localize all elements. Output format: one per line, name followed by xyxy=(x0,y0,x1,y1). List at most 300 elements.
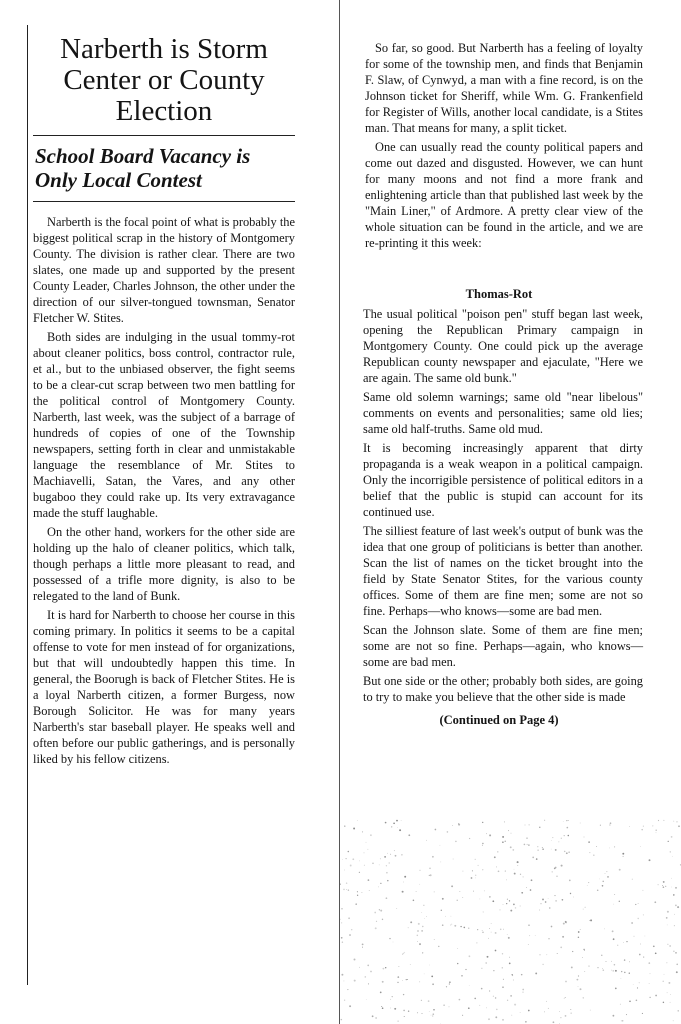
speckle-dot xyxy=(675,887,677,889)
speckle-dot xyxy=(580,823,581,824)
speckle-dot xyxy=(378,887,379,888)
speckle-dot xyxy=(354,980,356,982)
speckle-dot xyxy=(514,869,515,870)
speckle-dot xyxy=(565,921,567,923)
speckle-dot xyxy=(528,944,529,945)
speckle-dot xyxy=(462,897,463,898)
speckle-dot xyxy=(346,882,347,883)
speckle-dot xyxy=(393,822,395,824)
speckle-dot xyxy=(634,936,635,937)
speckle-dot xyxy=(468,1007,470,1009)
speckle-dot xyxy=(488,1018,490,1020)
headline-line-1: Narberth is Storm xyxy=(60,33,268,65)
speckle-dot xyxy=(495,932,497,934)
speckle-dot xyxy=(351,929,352,930)
speckle-dot xyxy=(614,846,615,847)
speckle-dot xyxy=(404,1016,405,1017)
speckle-dot xyxy=(408,834,410,836)
speckle-dot xyxy=(489,990,490,991)
speckle-dot xyxy=(390,854,391,855)
speckle-dot xyxy=(342,859,343,860)
speckle-dot xyxy=(677,821,678,822)
left-column-rule xyxy=(27,25,28,985)
speckle-dot xyxy=(375,927,377,929)
speckle-dot xyxy=(537,850,538,851)
speckle-dot xyxy=(649,859,651,861)
speckle-dot xyxy=(609,824,610,825)
speckle-dot xyxy=(674,925,675,926)
speckle-dot xyxy=(447,831,449,833)
speckle-dot xyxy=(584,971,585,972)
speckle-dot xyxy=(537,846,538,847)
speckle-dot xyxy=(508,830,509,831)
speckle-dot xyxy=(457,948,458,949)
speckle-dot xyxy=(557,953,558,954)
speckle-dot xyxy=(620,1004,621,1005)
speckle-dot xyxy=(546,954,547,955)
speckle-dot xyxy=(613,904,614,905)
speckle-dot xyxy=(521,974,523,976)
speckle-dot xyxy=(636,1000,638,1002)
speckle-dot xyxy=(424,918,425,919)
speckle-dot xyxy=(375,1017,377,1019)
speckle-dot xyxy=(483,911,484,912)
speckle-dot xyxy=(511,833,512,834)
speckle-dot xyxy=(621,978,622,979)
speckle-dot xyxy=(674,914,675,915)
speckle-dot xyxy=(390,1008,391,1009)
speckle-dot xyxy=(649,983,650,984)
speckle-dot xyxy=(566,852,568,854)
speckle-dot xyxy=(554,868,556,870)
article-body-right xyxy=(355,40,643,251)
speckle-dot xyxy=(382,1007,384,1009)
speckle-dot xyxy=(559,1011,560,1012)
speckle-dot xyxy=(640,944,641,945)
speckle-dot xyxy=(542,898,544,900)
speckle-dot xyxy=(666,962,667,963)
speckle-dot xyxy=(422,1013,423,1014)
speckle-dot xyxy=(559,842,560,843)
speckle-dot xyxy=(424,974,425,975)
speckle-dot xyxy=(449,983,450,984)
speckle-dot xyxy=(369,890,370,891)
speckle-dot xyxy=(431,1015,432,1016)
speckle-dot xyxy=(571,966,573,968)
speckle-dot xyxy=(590,919,592,921)
speckle-dot xyxy=(458,824,460,826)
speckle-dot xyxy=(381,1006,382,1007)
speckle-dot xyxy=(429,875,430,876)
subhead-line-1: School Board Vacancy is xyxy=(35,144,251,168)
continued-notice: (Continued on Page 4) xyxy=(439,713,559,727)
speckle-dot xyxy=(619,869,621,871)
speckle-dot xyxy=(494,856,496,858)
speckle-dot xyxy=(500,929,502,931)
speckle-dot xyxy=(517,861,519,863)
speckle-dot xyxy=(629,961,630,962)
speckle-dot xyxy=(502,1019,504,1021)
speckle-dot xyxy=(462,1015,463,1016)
speckle-dot xyxy=(507,899,508,900)
speckle-dot xyxy=(648,962,650,964)
speckle-dot xyxy=(510,995,512,997)
headline xyxy=(33,34,295,127)
speckle-dot xyxy=(348,889,349,890)
speckle-dot xyxy=(495,1016,497,1018)
speckle-dot xyxy=(434,939,435,940)
speckle-dot xyxy=(612,930,614,932)
speckle-dot xyxy=(597,890,599,892)
speckle-dot xyxy=(637,987,638,988)
speckle-dot xyxy=(510,910,512,912)
speckle-dot xyxy=(621,1021,622,1022)
speckle-dot xyxy=(675,952,676,953)
speckle-dot xyxy=(364,853,365,854)
speckle-dot xyxy=(461,975,463,977)
speckle-dot xyxy=(380,883,381,884)
speckle-dot xyxy=(670,1002,671,1003)
speckle-dot xyxy=(396,820,398,822)
speckle-dot xyxy=(368,849,369,850)
speckle-dot xyxy=(457,900,458,901)
speckle-dot xyxy=(498,870,500,872)
speckle-dot xyxy=(488,938,489,939)
speckle-dot xyxy=(359,872,360,873)
speckle-dot xyxy=(607,871,608,872)
speckle-dot xyxy=(629,1000,631,1002)
speckle-dot xyxy=(528,844,529,845)
speckle-dot xyxy=(502,841,504,843)
speckle-dot xyxy=(392,996,393,997)
speckle-dot xyxy=(578,931,580,933)
speckle-dot xyxy=(529,824,530,825)
speckle-dot xyxy=(662,981,663,982)
speckle-dot xyxy=(386,897,388,899)
speckle-dot xyxy=(368,879,370,881)
speckle-dot xyxy=(542,847,543,848)
speckle-dot xyxy=(542,964,543,965)
speckle-dot xyxy=(676,964,678,966)
speckle-dot xyxy=(535,972,537,974)
speckle-dot xyxy=(481,968,482,969)
speckle-dot xyxy=(517,865,518,866)
speckle-dot xyxy=(431,976,433,978)
speckle-dot xyxy=(507,934,508,935)
speckle-dot xyxy=(391,826,392,827)
paragraph: It is becoming increasingly apparent that dirty propaganda is a weak weapon in a political campaign. Only the incorrigible persistence of political editors in a belief that the public is stupid can account for its continued use. xyxy=(363,441,643,519)
speckle-dot xyxy=(548,1008,549,1009)
speckle-dot xyxy=(465,969,466,970)
speckle-dot xyxy=(486,1007,487,1008)
speckle-dot xyxy=(380,992,382,994)
speckle-dot xyxy=(510,846,512,848)
speckle-dot xyxy=(667,992,668,993)
speckle-dot xyxy=(408,1010,409,1011)
speckle-dot xyxy=(535,935,536,936)
speckle-dot xyxy=(549,907,550,908)
speckle-dot xyxy=(507,1000,508,1001)
speckle-dot xyxy=(397,982,398,983)
speckle-dot xyxy=(399,829,401,831)
speckle-dot xyxy=(446,986,447,987)
speckle-dot xyxy=(367,965,369,967)
speckle-dot xyxy=(486,833,487,834)
speckle-dot xyxy=(379,909,380,910)
speckle-dot xyxy=(521,892,523,894)
speckle-dot xyxy=(668,841,669,842)
speckle-dot xyxy=(422,926,423,927)
speckle-dot xyxy=(512,849,514,851)
speckle-dot xyxy=(495,950,497,952)
speckle-dot xyxy=(672,856,673,857)
speckle-dot xyxy=(509,963,511,965)
speckle-dot xyxy=(590,852,591,853)
speckle-dot xyxy=(451,916,452,917)
speckle-dot xyxy=(397,827,398,828)
speckle-dot xyxy=(653,945,655,947)
speckle-dot xyxy=(565,997,566,998)
speckle-dot xyxy=(496,1009,498,1011)
headline-line-3: Election xyxy=(115,95,213,127)
speckle-dot xyxy=(643,914,644,915)
speckle-dot xyxy=(601,955,602,956)
speckle-dot xyxy=(675,905,677,907)
speckle-dot xyxy=(527,844,528,845)
speckle-dot xyxy=(434,891,435,892)
speckle-dot xyxy=(617,945,618,946)
speckle-dot xyxy=(402,954,403,955)
speckle-dot xyxy=(457,963,458,964)
speckle-dot xyxy=(410,921,412,923)
speckle-dot xyxy=(667,911,669,913)
speckle-dot xyxy=(469,985,470,986)
section-title: Thomas-Rot xyxy=(465,287,533,301)
speckle-dot xyxy=(482,869,483,870)
speckle-dot xyxy=(416,891,417,892)
speckle-dot xyxy=(417,930,418,931)
speckle-dot xyxy=(600,825,601,826)
speckle-dot xyxy=(368,983,369,984)
speckle-dot xyxy=(613,938,615,940)
speckle-dot xyxy=(382,981,384,983)
speckle-dot xyxy=(504,821,505,822)
speckle-dot xyxy=(386,872,388,874)
speckle-dot xyxy=(343,980,344,981)
speckle-dot xyxy=(638,903,639,904)
speckle-dot xyxy=(564,851,566,853)
speckle-dot xyxy=(667,925,668,926)
speckle-dot xyxy=(578,937,579,938)
speckle-dot xyxy=(529,935,530,936)
speckle-dot xyxy=(361,892,362,893)
speckle-dot xyxy=(546,1001,547,1002)
speckle-dot xyxy=(580,929,581,930)
speckle-dot xyxy=(548,938,549,939)
speckle-dot xyxy=(357,895,358,896)
speckle-dot xyxy=(455,841,457,843)
speckle-dot xyxy=(477,929,478,930)
speckle-dot xyxy=(671,836,673,838)
speckle-dot xyxy=(343,889,345,891)
speckle-dot xyxy=(666,917,668,919)
speckle-dot xyxy=(536,858,538,860)
speckle-dot xyxy=(502,967,503,968)
column-divider xyxy=(339,0,340,1024)
speckle-dot xyxy=(555,849,557,851)
speckle-dot xyxy=(402,891,404,893)
reprinted-article xyxy=(355,306,643,705)
speckle-dot xyxy=(551,840,552,841)
speckle-dot xyxy=(553,1021,555,1023)
speckle-dot xyxy=(496,866,497,867)
speckle-dot xyxy=(633,984,634,985)
speckle-dot xyxy=(432,1015,433,1016)
speckle-dot xyxy=(563,821,564,822)
speckle-dot xyxy=(578,986,579,987)
speckle-dot xyxy=(491,932,492,933)
speckle-dot xyxy=(561,865,563,867)
speckle-dot xyxy=(464,927,466,929)
speckle-dot xyxy=(622,1020,624,1022)
speckle-dot xyxy=(482,822,483,823)
speckle-dot xyxy=(520,874,521,875)
speckle-dot xyxy=(611,970,612,971)
speckle-dot xyxy=(385,967,386,968)
speckle-dot xyxy=(383,968,385,970)
speckle-dot xyxy=(475,859,476,860)
speckle-dot xyxy=(613,970,614,971)
speckle-dot xyxy=(584,950,585,951)
speckle-dot xyxy=(342,941,343,942)
speckle-dot xyxy=(393,942,394,943)
speckle-dot xyxy=(341,908,342,909)
speckle-dot xyxy=(429,965,430,966)
speckle-dot xyxy=(615,970,617,972)
speckle-dot xyxy=(503,979,504,980)
speckle-dot xyxy=(520,906,521,907)
speckle-dot xyxy=(359,967,360,968)
speckle-dot xyxy=(505,841,506,842)
speckle-dot xyxy=(387,880,389,882)
speckle-dot xyxy=(413,900,415,902)
speckle-dot xyxy=(430,874,432,876)
speckle-dot xyxy=(621,971,622,972)
speckle-dot xyxy=(564,998,565,999)
speckle-dot xyxy=(502,987,503,988)
speckle-dot xyxy=(419,884,420,885)
speckle-dot xyxy=(556,876,557,877)
speckle-dot xyxy=(583,997,584,998)
headline-line-2: Center or County xyxy=(63,64,265,96)
speckle-dot xyxy=(492,900,494,902)
speckle-dot xyxy=(671,887,672,888)
speckle-dot xyxy=(348,851,350,853)
speckle-dot xyxy=(417,935,418,936)
speckle-dot xyxy=(474,998,476,1000)
speckle-dot xyxy=(419,981,420,982)
speckle-dot xyxy=(673,821,674,822)
speckle-dot xyxy=(380,910,382,912)
paragraph: So far, so good. But Narberth has a feeling of loyalty for some of the township men, and finds that Benjamin F. Slaw, of Cynwyd, a man with a fine record, is on the Johnson ticket for Sheriff, while Wm. G. Frankenfield for Register of Wills, another local candidate, is a Stites man. That means for many, a split ticket. xyxy=(365,41,643,135)
speckle-dot xyxy=(384,856,386,858)
speckle-dot xyxy=(429,1011,430,1012)
speckle-dot xyxy=(362,947,363,948)
speckle-dot xyxy=(588,841,590,843)
article-body-left xyxy=(33,214,295,767)
speckle-dot xyxy=(408,927,409,928)
speckle-dot xyxy=(389,862,390,863)
speckle-dot xyxy=(663,881,665,883)
speckle-dot xyxy=(544,1012,545,1013)
speckle-dot xyxy=(394,850,395,851)
speckle-dot xyxy=(497,851,498,852)
speckle-dot xyxy=(658,820,659,821)
paragraph: The silliest feature of last week's output of bunk was the idea that one group of politicians is better than another. Scan the list of names on the ticket brought into the field by State Senator Stites, for the various county offices. Some of them are fine men; some are not so fine. Perhaps—who knows—some are bad men. xyxy=(363,524,643,618)
speckle-dot xyxy=(678,1010,679,1011)
speckle-dot xyxy=(396,908,397,909)
speckle-dot xyxy=(642,1013,643,1014)
speckle-dot xyxy=(428,1000,430,1002)
speckle-dot xyxy=(514,1004,516,1006)
speckle-dot xyxy=(386,865,387,866)
speckle-dot xyxy=(426,840,427,841)
speckle-dot xyxy=(489,834,491,836)
speckle-dot xyxy=(421,1000,422,1001)
speckle-dot xyxy=(362,943,364,945)
speckle-dot xyxy=(585,907,586,908)
speckle-dot xyxy=(489,896,490,897)
speckle-dot xyxy=(493,996,494,997)
speckle-dot xyxy=(641,829,643,831)
speckle-dot xyxy=(624,959,625,960)
speckle-dot xyxy=(548,898,549,899)
speckle-dot xyxy=(442,898,444,900)
speckle-dot xyxy=(626,1014,627,1015)
speckle-dot xyxy=(602,885,604,887)
speckle-dot xyxy=(515,907,517,909)
speckle-dot xyxy=(387,853,388,854)
speckle-dot xyxy=(552,871,553,872)
speckle-dot xyxy=(407,979,408,980)
speckle-dot xyxy=(469,838,470,839)
speckle-dot xyxy=(655,995,657,997)
speckle-dot xyxy=(593,854,595,856)
speckle-dot xyxy=(580,988,582,990)
speckle-dot xyxy=(401,854,403,856)
speckle-dot xyxy=(426,916,427,917)
speckle-dot xyxy=(443,1004,444,1005)
speckle-dot xyxy=(576,979,578,981)
speckle-dot xyxy=(345,858,346,859)
speckle-dot xyxy=(451,924,452,925)
print-speckle xyxy=(340,780,681,1024)
speckle-dot xyxy=(370,971,372,973)
speckle-dot xyxy=(522,989,524,991)
speckle-dot xyxy=(605,873,606,874)
speckle-dot xyxy=(390,999,391,1000)
speckle-dot xyxy=(607,876,609,878)
speckle-dot xyxy=(570,893,571,894)
speckle-dot xyxy=(532,857,534,859)
speckle-dot xyxy=(397,1020,398,1021)
speckle-dot xyxy=(571,1013,572,1014)
speckle-dot xyxy=(460,926,461,927)
speckle-dot xyxy=(397,976,399,978)
speckle-dot xyxy=(623,856,624,857)
headline-rule xyxy=(33,135,295,136)
paragraph: Narberth is the focal point of what is probably the biggest political scrap in the history of Montgomery County. The division is rather clear. There are two slates, one made up and supported by the present County Leader, Charles Johnson, the other under the direction of our silver-tongued townsman, Senator Fletcher W. Stites. xyxy=(33,215,295,325)
